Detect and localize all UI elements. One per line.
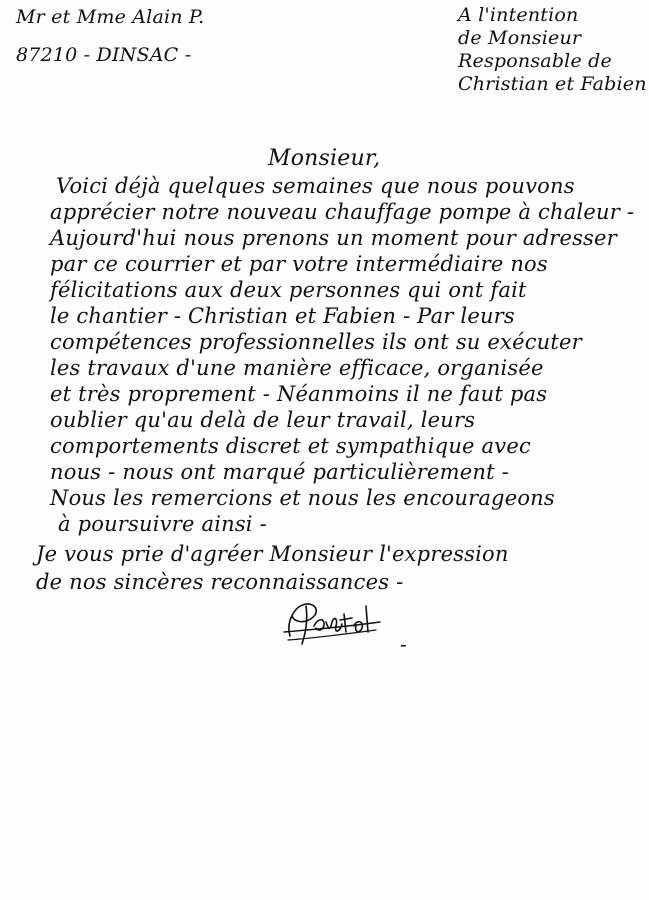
body-line: et très proprement - Néanmoins il ne faut pas — [50, 382, 548, 406]
closing-line: Je vous prie d'agréer Monsieur l'expression — [36, 542, 509, 566]
body-line: compétences professionnelles ils ont su exécuter — [50, 330, 582, 354]
signature-dash: - — [400, 632, 407, 656]
recipient-line: Responsable de — [458, 50, 612, 72]
handwritten-signature — [276, 592, 396, 652]
body-line: oublier qu'au delà de leur travail, leurs — [50, 408, 476, 432]
salutation: Monsieur, — [268, 146, 381, 171]
recipient-line: Christian et Fabien — [458, 73, 647, 95]
closing-line: de nos sincères reconnaissances - — [36, 570, 404, 594]
body-line: apprécier notre nouveau chauffage pompe à chaleur - — [50, 200, 635, 224]
sender-name: Mr et Mme Alain P. — [16, 6, 205, 28]
letter-body — [50, 176, 634, 540]
body-line: par ce courrier et par votre intermédiaire nos — [50, 252, 548, 276]
body-line: les travaux d'une manière efficace, organisée — [50, 356, 544, 380]
body-line: Voici déjà quelques semaines que nous pouvons — [56, 174, 575, 198]
body-line: félicitations aux deux personnes qui ont fait — [50, 278, 527, 302]
body-line: Nous les remercions et nous les encourageons — [50, 486, 555, 510]
recipient-line: A l'intention — [458, 4, 579, 26]
body-line: nous - nous ont marqué particulièrement - — [50, 460, 509, 484]
sender-address — [16, 8, 204, 84]
sender-city: 87210 - DINSAC - — [16, 44, 192, 66]
closing-formula — [36, 544, 509, 600]
recipient-line: de Monsieur — [458, 27, 582, 49]
body-line: le chantier - Christian et Fabien - Par leurs — [50, 304, 515, 328]
body-line: Aujourd'hui nous prenons un moment pour adresser — [50, 226, 617, 250]
recipient-address — [458, 6, 647, 98]
body-line: à poursuivre ainsi - — [58, 512, 267, 536]
body-line: comportements discret et sympathique avec — [50, 434, 531, 458]
